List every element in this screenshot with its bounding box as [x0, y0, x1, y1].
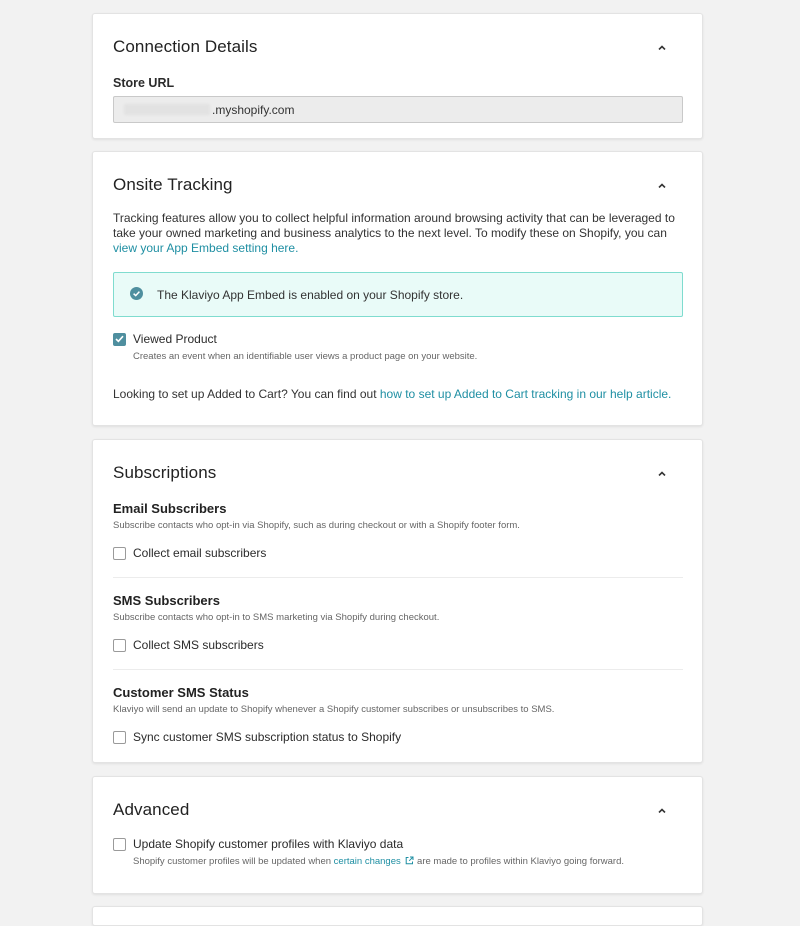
card-title: Connection Details: [113, 37, 258, 56]
advanced-card: [92, 776, 703, 894]
onsite-description: [113, 211, 687, 256]
collect-email-row: [113, 545, 682, 561]
subscriptions-card: [92, 439, 703, 763]
store-url-value: .myshopify.com: [212, 103, 295, 117]
store-url-label: Store URL: [113, 76, 175, 90]
collapse-button[interactable]: [654, 40, 670, 54]
sync-sms-status-label[interactable]: Sync customer SMS subscription status to Shopify: [133, 730, 402, 744]
helper-text-pre: Shopify customer profiles will be updated when: [133, 856, 334, 867]
card-header: [113, 14, 682, 78]
store-url-field[interactable]: [113, 96, 683, 123]
email-subscribers-desc: Subscribe contacts who opt-in via Shopify, such as during checkout or with a Shopify footer form.: [113, 520, 520, 531]
update-profiles-helper: [133, 856, 682, 867]
sms-subscribers-section: [113, 578, 682, 669]
card-header: [113, 440, 682, 501]
update-profiles-row: [113, 836, 682, 852]
added-to-cart-text: Looking to set up Added to Cart? You can find out: [113, 387, 380, 401]
collect-sms-label[interactable]: Collect SMS subscribers: [133, 638, 264, 652]
viewed-product-label[interactable]: Viewed Product: [133, 332, 217, 346]
collect-sms-checkbox[interactable]: [113, 639, 126, 652]
update-profiles-checkbox[interactable]: [113, 838, 126, 851]
onsite-description-text: Tracking features allow you to collect helpful information around browsing activity that can be leveraged to take your owned marketing and business analytics to the next level. To modify these on Shopify, you can: [113, 211, 675, 240]
added-to-cart-note: [113, 387, 682, 402]
email-subscribers-title: Email Subscribers: [113, 501, 227, 516]
customer-sms-status-desc: Klaviyo will send an update to Shopify whenever a Shopify customer subscribes or unsubscribes to SMS.: [113, 704, 555, 715]
sync-sms-status-checkbox[interactable]: [113, 731, 126, 744]
update-profiles-label[interactable]: Update Shopify customer profiles with Klaviyo data: [133, 837, 404, 851]
sync-sms-status-row: [113, 729, 682, 745]
viewed-product-checkbox[interactable]: [113, 333, 126, 346]
added-to-cart-help-link[interactable]: how to set up Added to Cart tracking in our help article.: [379, 387, 672, 401]
certain-changes-link[interactable]: certain changes: [333, 856, 401, 867]
card-title: Subscriptions: [113, 463, 217, 482]
helper-text-post: are made to profiles within Klaviyo going forward.: [414, 856, 625, 867]
sms-subscribers-desc: Subscribe contacts who opt-in to SMS marketing via Shopify during checkout.: [113, 612, 440, 623]
collect-email-checkbox[interactable]: [113, 547, 126, 560]
card-title: Advanced: [113, 800, 190, 819]
connection-details-card: [92, 13, 703, 139]
update-profiles-option: [113, 836, 682, 867]
card-header: [113, 777, 682, 836]
collapse-button[interactable]: [654, 178, 670, 192]
redacted-store-name: [124, 104, 210, 115]
checkmark-icon: [115, 335, 124, 343]
card-header: [113, 152, 682, 211]
app-embed-link[interactable]: view your App Embed setting here.: [113, 241, 299, 255]
card-title: Onsite Tracking: [113, 175, 233, 194]
customer-sms-status-section: [113, 670, 682, 745]
chevron-up-icon: [658, 183, 666, 188]
banner-text: The Klaviyo App Embed is enabled on your Shopify store.: [157, 288, 464, 302]
customer-sms-status-title: Customer SMS Status: [113, 685, 249, 700]
email-subscribers-section: [113, 501, 682, 577]
sms-subscribers-title: SMS Subscribers: [113, 593, 220, 608]
viewed-product-option: [113, 331, 682, 362]
viewed-product-row: [113, 331, 682, 347]
onsite-tracking-card: [92, 151, 703, 426]
collect-email-label[interactable]: Collect email subscribers: [133, 546, 267, 560]
chevron-up-icon: [658, 471, 666, 476]
chevron-up-icon: [658, 808, 666, 813]
collapse-button[interactable]: [654, 466, 670, 480]
collect-sms-row: [113, 637, 682, 653]
collapse-button[interactable]: [654, 803, 670, 817]
chevron-up-icon: [658, 45, 666, 50]
next-card-top-edge: [92, 906, 703, 926]
app-embed-status-banner: [113, 272, 683, 317]
check-circle-icon: [130, 287, 143, 300]
viewed-product-helper: Creates an event when an identifiable user views a product page on your website.: [133, 351, 478, 362]
